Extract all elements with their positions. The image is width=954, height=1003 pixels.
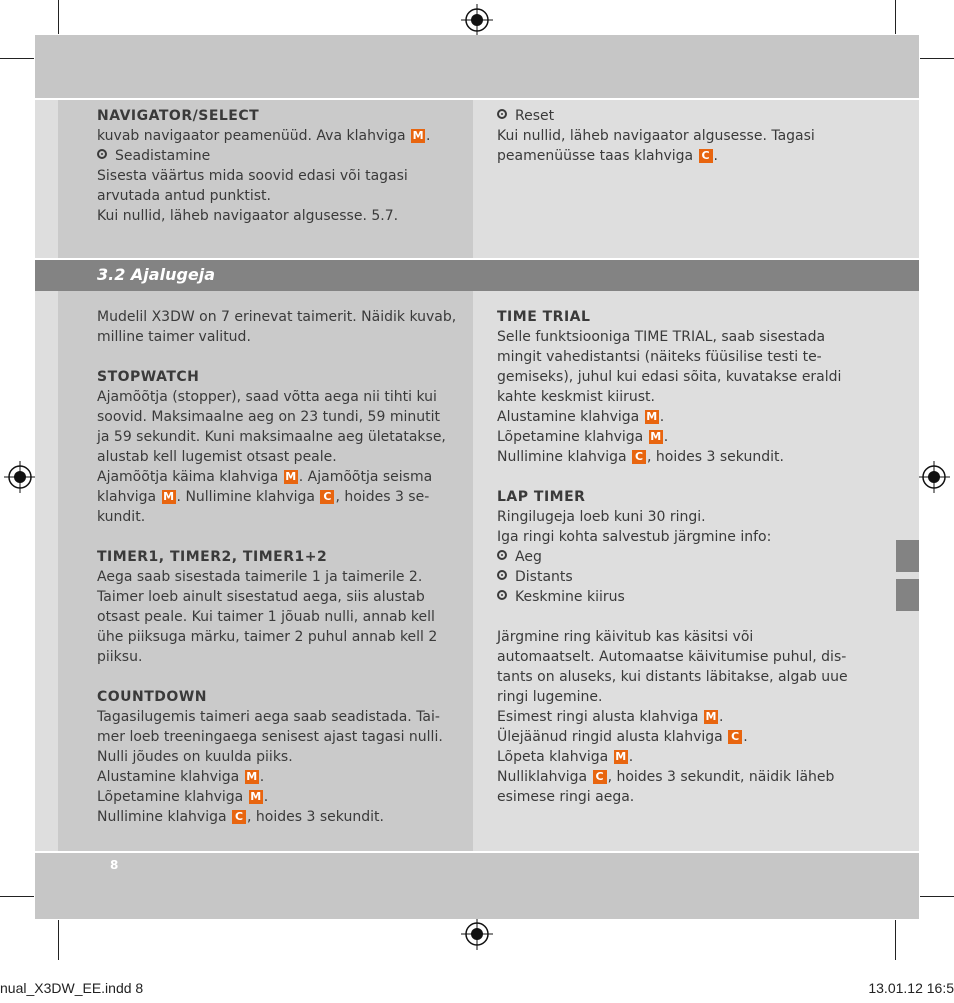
text-span: . Nullimine klahviga [176,489,316,505]
crop-mark [895,0,896,34]
text-line: kundit. [97,509,146,525]
bullet-icon [497,550,507,560]
text-span: . [663,429,669,445]
c-key-icon: C [728,730,742,744]
bullet-item [97,146,467,166]
c-key-icon: C [699,149,713,163]
left-column [97,307,467,827]
text-line: automaatselt. Automaatse käivitumise puhul, dis- [497,649,847,665]
text-span: . [259,769,265,785]
text-span: . [263,789,269,805]
text-line: Aega saab sisestada taimerile 1 ja taimerile 2. [97,569,423,585]
margin-strip [35,100,58,258]
text-span: . [743,729,748,745]
m-key-icon: M [646,410,658,423]
m-key-icon: M [250,790,262,803]
text-span: . [659,409,665,425]
text-line: Järgmine ring käivitub kas käsitsi või [497,629,754,645]
bullet-icon [497,109,507,119]
text-line: ringi lugemine. [497,689,603,705]
text-line [497,747,877,767]
text-span: Nullimine klahviga [97,809,227,825]
text-line: arvutada antud punktist. [97,188,271,204]
text-span: , hoides 3 se- [335,489,430,505]
text-span: , hoides 3 sekundit. [647,449,784,465]
c-key-icon: C [320,490,334,504]
c-key-icon: C [593,770,607,784]
text-line: mer loeb treeningaega senisest ajast tagasi nulli. [97,729,443,745]
text-span: Reset [515,108,555,124]
text-line: Ringilugeja loeb kuni 30 ringi. [497,509,706,525]
text-span: Ülejäänud ringid alusta klahviga [497,729,723,745]
footer-timestamp: 13.01.12 16:5 [868,980,954,996]
crop-mark [0,896,34,897]
registration-mark-icon [4,461,36,493]
stopwatch-heading: STOPWATCH [97,369,200,385]
text-line: kahte keskmist kiirust. [497,389,655,405]
text-span: . [718,709,724,725]
text-line: alustab kell lugemist otsast peale. [97,449,337,465]
text-span: klahviga [97,489,157,505]
bullet-icon [97,149,107,159]
text-line [497,707,877,727]
text-line [497,407,877,427]
text-line: Taimer loeb ainult sisestatud aega, siis alustab [97,589,425,605]
bullet-item [497,567,877,587]
text-line: ühe piiksuga märku, taimer 2 puhul annab kell 2 [97,629,438,645]
text-span: Nulliklahviga [497,769,588,785]
bullet-icon [497,570,507,580]
intro-line: Mudelil X3DW on 7 erinevat taimerit. Näidik kuvab, [97,309,457,325]
text-span: kuvab navigaator peamenüüd. Ava klahviga [97,128,406,144]
margin-strip [35,291,58,853]
bullet-item [497,106,897,126]
text-line [97,767,467,787]
text-line [497,427,877,447]
footer-filename: nual_X3DW_EE.indd 8 [0,980,144,996]
c-key-icon: C [232,810,246,824]
bullet-item [497,587,877,607]
intro-line: milline taimer valitud. [97,329,251,345]
crop-mark [58,920,59,960]
c-key-icon: C [632,450,646,464]
side-tab [896,579,919,611]
registration-mark-icon [461,4,493,36]
text-line [497,447,877,467]
text-line: Selle funktsiooniga TIME TRIAL, saab sisestada [497,329,826,345]
text-span: Seadistamine [115,148,211,164]
text-line: Iga ringi kohta salvestub järgmine info: [497,529,772,545]
registration-mark-icon [918,461,950,493]
text-line [97,807,467,827]
text-span: Aeg [515,549,542,565]
crop-mark [920,896,954,897]
m-key-icon: M [705,710,717,723]
m-key-icon: M [163,490,175,503]
m-key-icon: M [650,430,662,443]
text-line: gemiseks), juhul kui edasi sõita, kuvatakse eraldi [497,369,842,385]
navigator-text [97,106,467,226]
bottom-band [35,853,919,919]
text-span: . [426,128,431,144]
text-span: Lõpeta klahviga [497,749,609,765]
section-title: 3.2 Ajalugeja [97,265,216,284]
text-span: Alustamine klahviga [97,769,240,785]
text-line [497,767,877,787]
text-line [97,487,467,507]
text-span: Alustamine klahviga [497,409,640,425]
crop-mark [58,0,59,34]
m-key-icon: M [615,750,627,763]
text-line: piiksu. [97,649,143,665]
text-span: Ajamõõtja käima klahviga [97,469,279,485]
text-span: Distants [515,569,573,585]
text-line: otsast peale. Kui taimer 1 jõuab nulli, annab kell [97,609,435,625]
text-span: , hoides 3 sekundit, näidik läheb [607,769,835,785]
text-line: Kui nullid, läheb navigaator algusesse. Tagasi [497,128,815,144]
text-line [497,146,897,166]
text-span: . Ajamõõtja seisma [298,469,433,485]
text-line: Sisesta väärtus mida soovid edasi või tagasi [97,168,408,184]
text-span: , hoides 3 sekundit. [247,809,384,825]
bullet-item [497,547,877,567]
text-span: Lõpetamine klahviga [97,789,244,805]
page-number: 8 [110,858,119,872]
text-line [97,787,467,807]
text-span: peamenüüsse taas klahviga [497,148,694,164]
right-column [497,307,877,807]
m-key-icon: M [246,770,258,783]
laptimer-heading: LAP TIMER [497,489,586,505]
text-line: esimese ringi aega. [497,789,635,805]
timer-heading: TIMER1, TIMER2, TIMER1+2 [97,549,328,565]
text-span: Esimest ringi alusta klahviga [497,709,699,725]
text-span: . [713,148,718,164]
text-line [97,126,467,146]
crop-mark [0,58,34,59]
text-line: Kui nullid, läheb navigaator algusesse. 5.7. [97,208,399,224]
text-span: . [628,749,634,765]
reset-text [497,106,897,166]
text-line: tants on aluseks, kui distants läbitakse, algab uue [497,669,848,685]
m-key-icon: M [285,470,297,483]
top-band [35,35,919,98]
bullet-icon [497,590,507,600]
text-span: Keskmine kiirus [515,589,625,605]
text-line: mingit vahedistantsi (näiteks füüsilise testi te- [497,349,822,365]
text-line [97,467,467,487]
crop-mark [920,58,954,59]
text-span: Nullimine klahviga [497,449,627,465]
text-line: soovid. Maksimaalne aeg on 23 tundi, 59 minutit [97,409,440,425]
timetrial-heading: TIME TRIAL [497,309,591,325]
navigator-heading: NAVIGATOR/SELECT [97,108,260,124]
text-line: Ajamõõtja (stopper), saad võtta aega nii tihti kui [97,389,437,405]
side-tab [896,540,919,572]
countdown-heading: COUNTDOWN [97,689,207,705]
registration-mark-icon [461,918,493,950]
text-line: ja 59 sekundit. Kuni maksimaalne aeg ületatakse, [97,429,446,445]
text-line: Tagasilugemis taimeri aega saab seadistada. Tai- [97,709,440,725]
text-span: Lõpetamine klahviga [497,429,644,445]
text-line: Nulli jõudes on kuulda piiks. [97,749,293,765]
text-line [497,727,877,747]
m-key-icon: M [412,129,424,142]
crop-mark [895,920,896,960]
